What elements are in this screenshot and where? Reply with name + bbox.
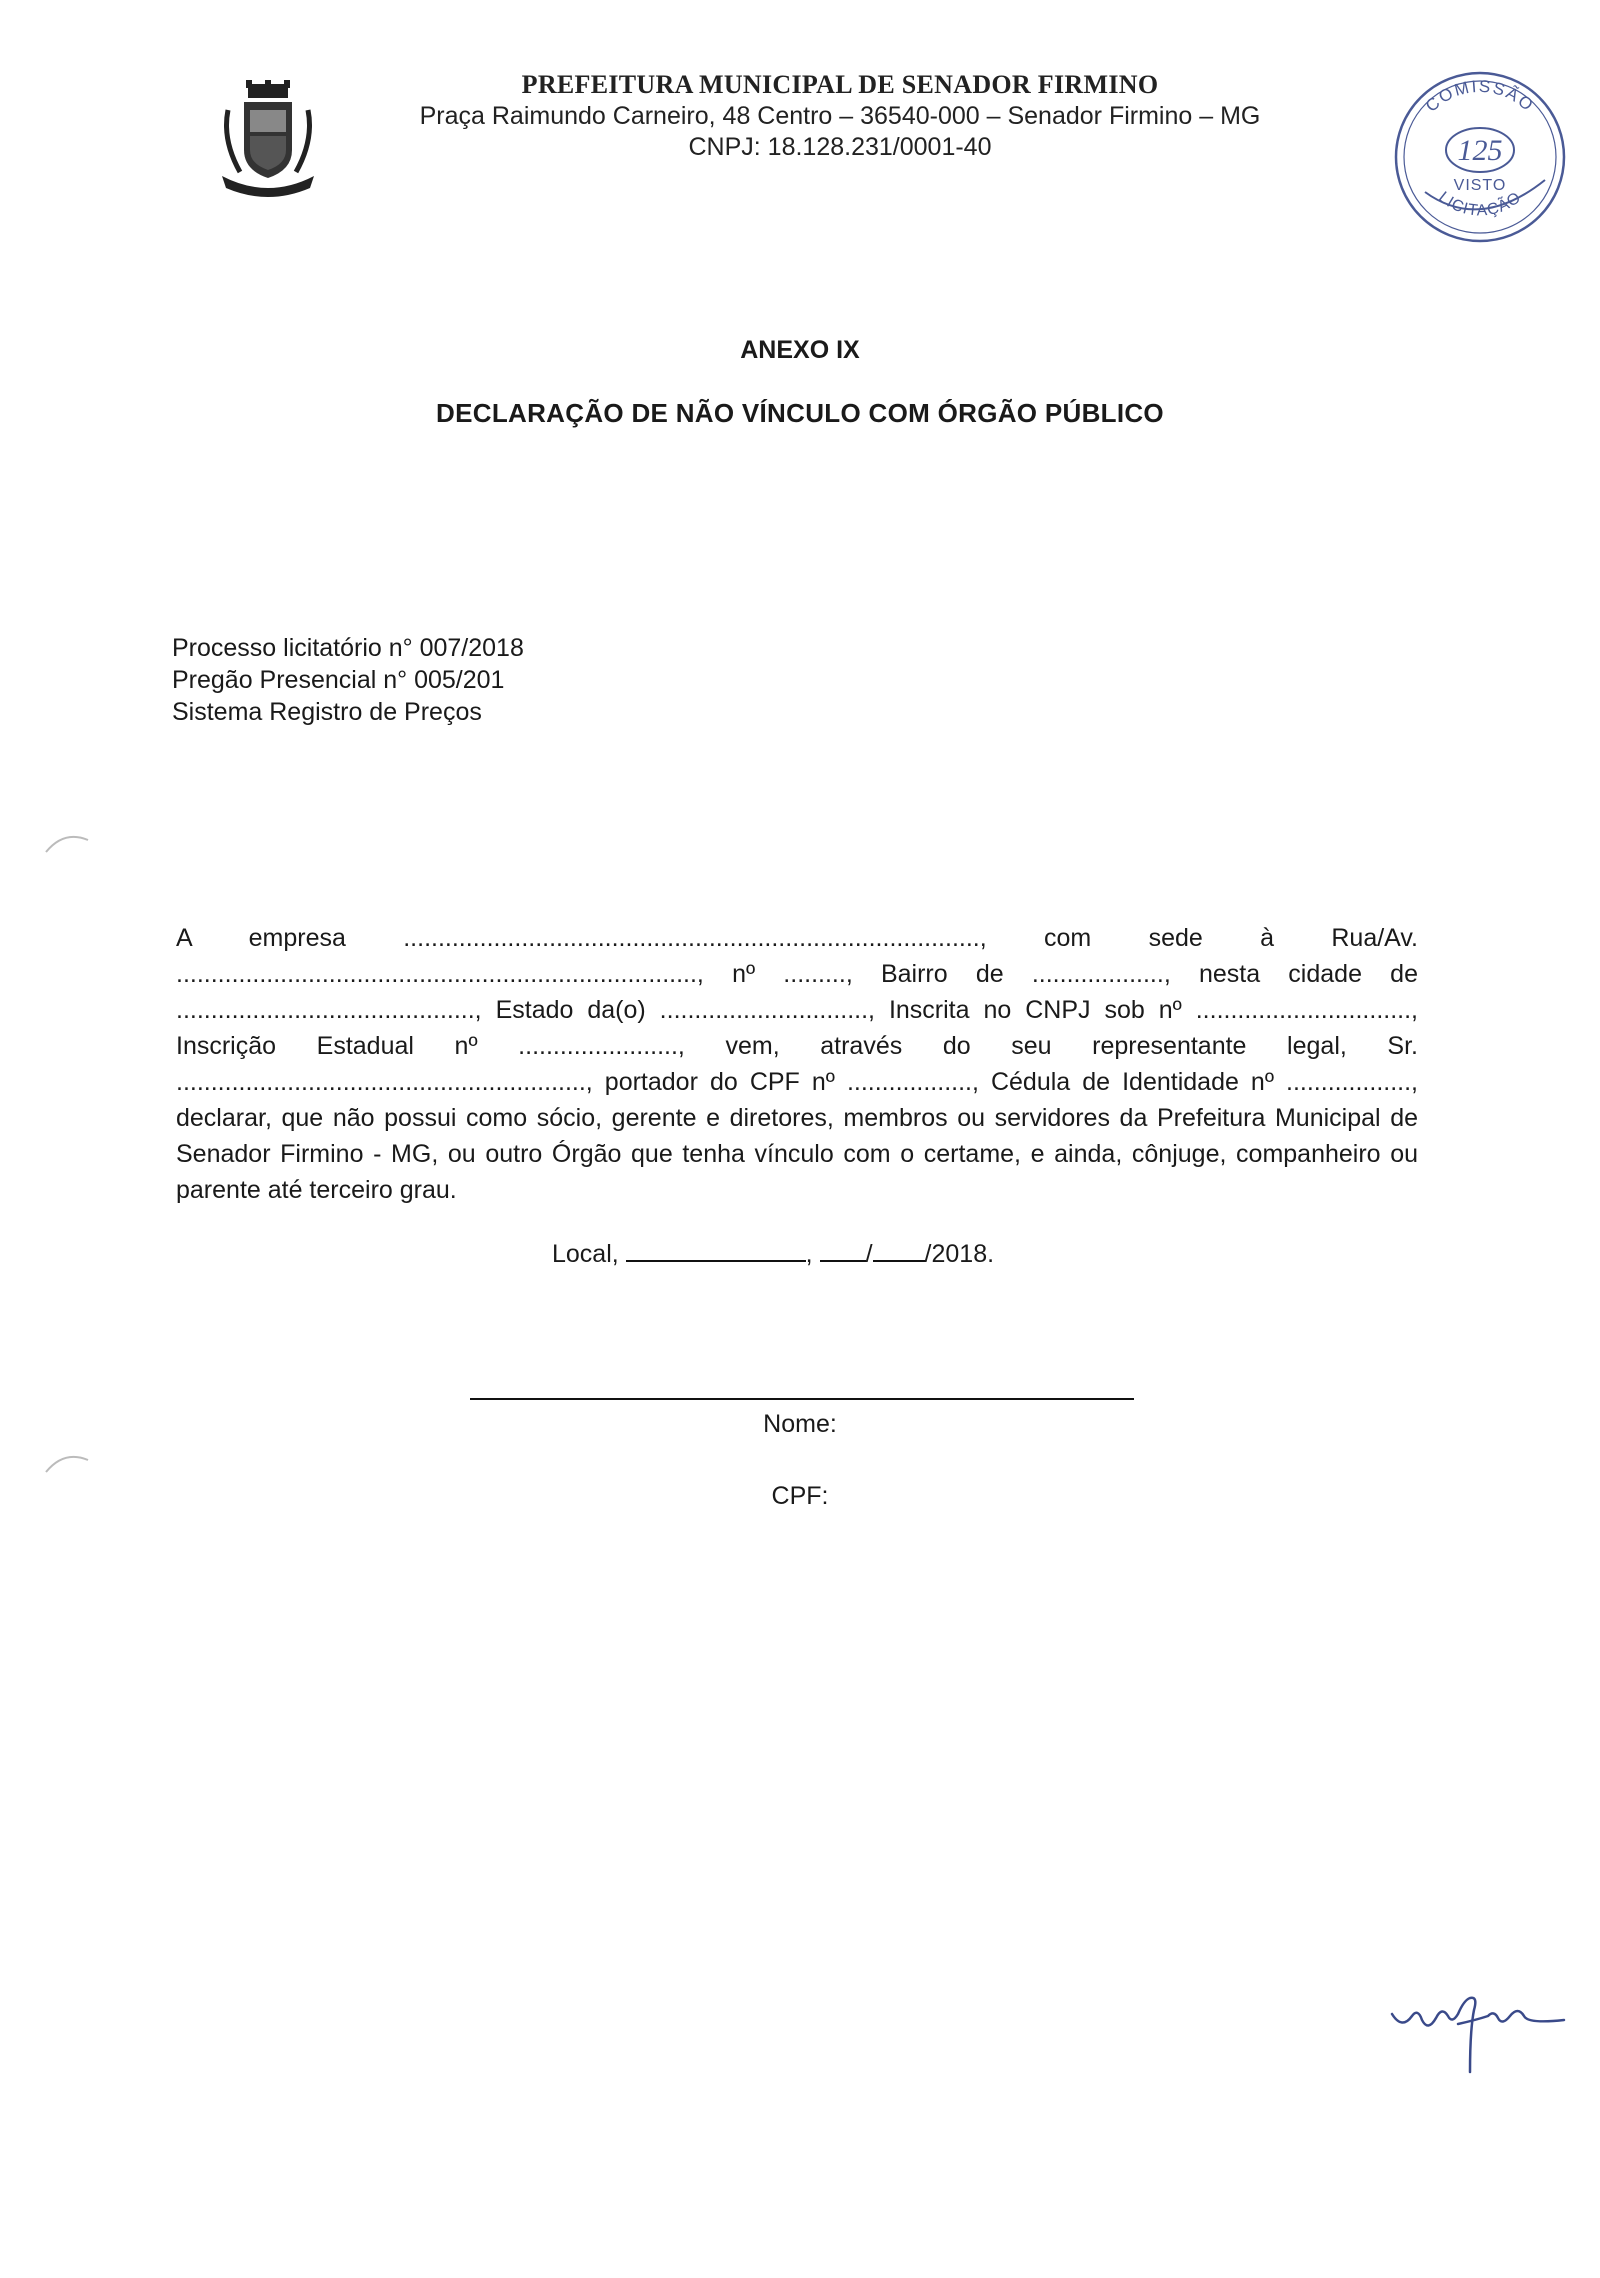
local-label: Local, — [552, 1240, 619, 1268]
organization-cnpj: CNPJ: 18.128.231/0001-40 — [688, 133, 992, 161]
coat-of-arms-icon — [218, 80, 318, 200]
punch-hole-mark-icon — [44, 826, 92, 856]
letterhead — [360, 70, 1320, 162]
local-comma: , — [805, 1240, 813, 1268]
punch-hole-mark-icon — [44, 1446, 92, 1476]
declaration-body: A empresa ..................................................................................., com sede à Rua/Av. ..........................................................................., nº ........., Bairro de ..................., nesta cidade de ..........................................., Estado da(o) .............................., Inscrita no CNPJ sob nº ..............................., Inscrição Estadual nº ......................., vem, através do seu representante legal, Sr. ..........................................................., portador do CPF nº .................., Cédula de Identidade nº .................., declarar, que não possui como sócio, gerente e diretores, membros ou servidores da Prefeitura Municipal de Senador Firmino - MG, ou outro Órgão que tenha vínculo com o certame, e ainda, cônjuge, companheiro ou parente até terceiro grau. — [176, 924, 1418, 1204]
date-slash: / — [865, 1240, 873, 1268]
local-date-line — [552, 1238, 994, 1269]
day-blank[interactable] — [820, 1238, 866, 1262]
local-blank[interactable] — [626, 1238, 806, 1262]
annex-title: ANEXO IX — [740, 336, 860, 364]
stamp-top-text: COMISSÃO — [1421, 76, 1539, 116]
month-blank[interactable] — [873, 1238, 925, 1262]
organization-name: PREFEITURA MUNICIPAL DE SENADOR FIRMINO — [521, 70, 1159, 99]
organization-address: Praça Raimundo Carneiro, 48 Centro – 36540-000 – Senador Firmino – MG — [419, 102, 1261, 130]
cpf-label: CPF: — [771, 1482, 829, 1510]
stamp-visto: VISTO — [1453, 177, 1507, 194]
signature-line — [470, 1398, 1134, 1400]
process-info — [172, 632, 524, 728]
handwritten-rubric-icon — [1388, 1980, 1568, 2080]
auction-number: Pregão Presencial n° 005/201 — [172, 666, 505, 694]
stamp-number: 125 — [1457, 134, 1503, 167]
name-label: Nome: — [763, 1410, 837, 1438]
stamp-bottom-text: LICITAÇÃO — [1435, 188, 1525, 220]
declaration-title: DECLARAÇÃO DE NÃO VÍNCULO COM ÓRGÃO PÚBLICO — [436, 398, 1164, 428]
year-text: /2018. — [924, 1240, 995, 1268]
price-registry-system: Sistema Registro de Preços — [172, 698, 482, 726]
commission-stamp — [1385, 62, 1575, 252]
process-number: Processo licitatório n° 007/2018 — [172, 634, 524, 662]
